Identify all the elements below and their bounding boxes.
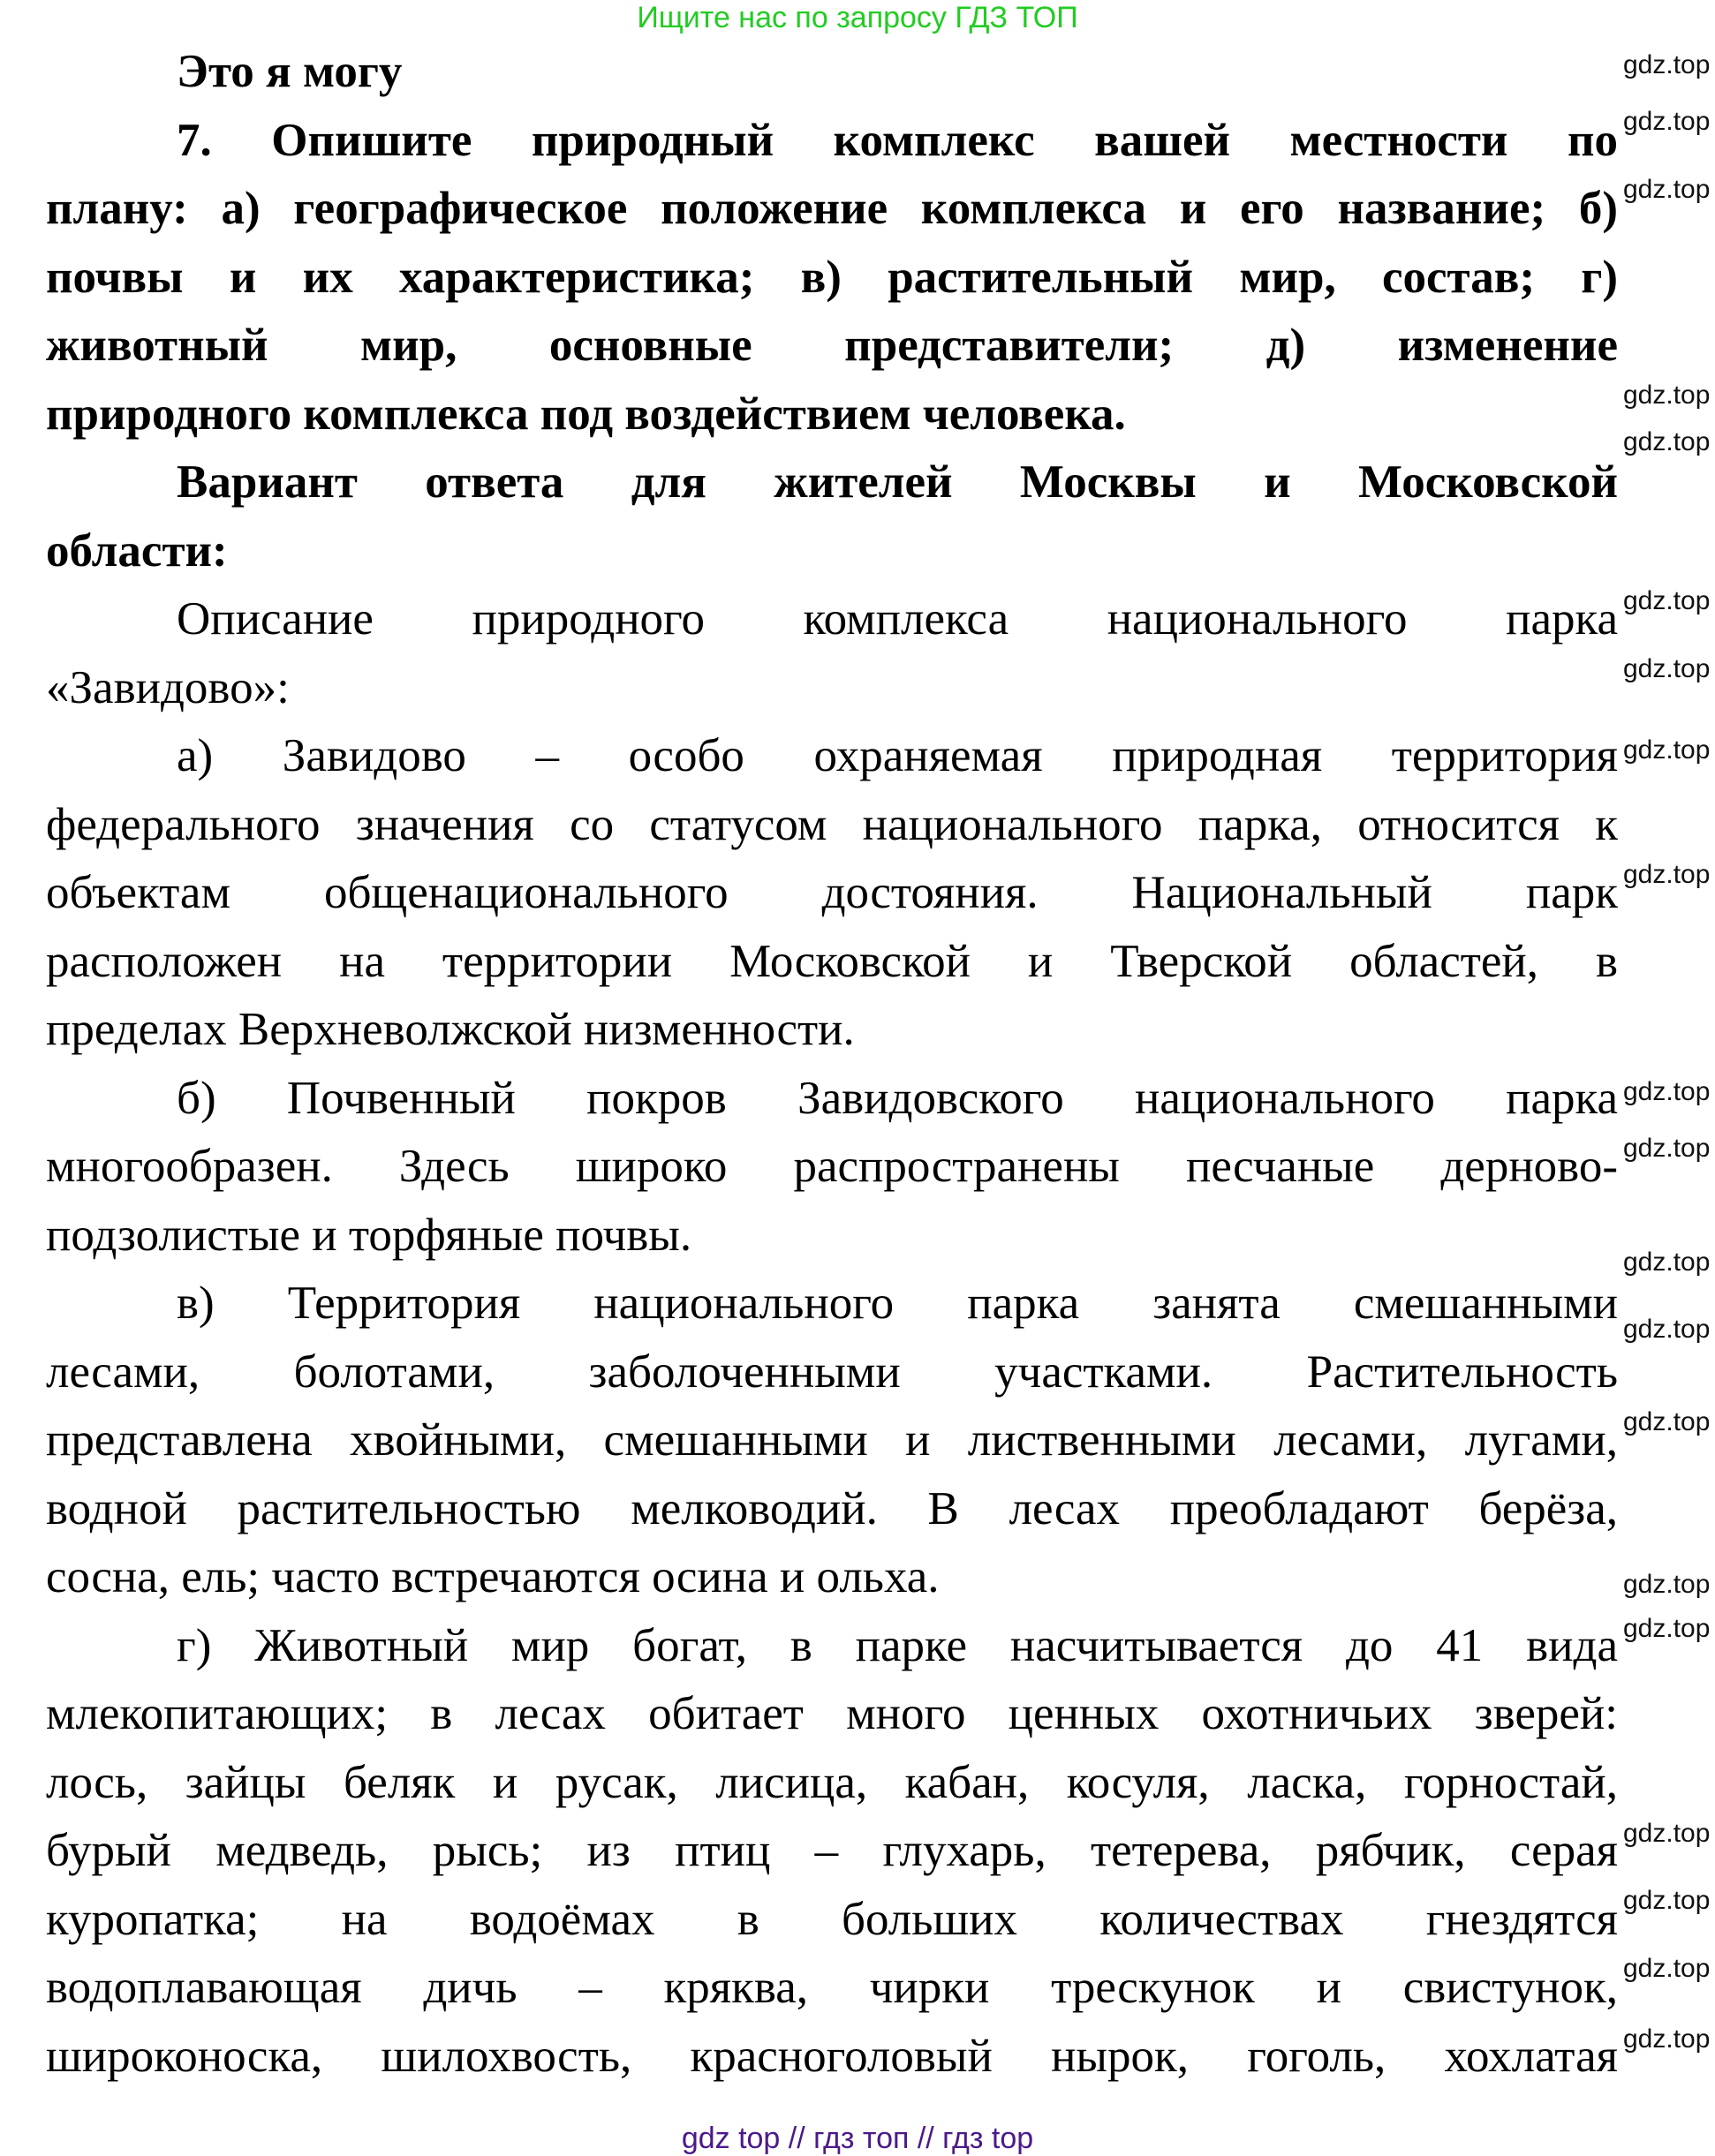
watermark: gdz.top bbox=[1623, 1570, 1711, 1599]
text-line: «Завидово»: bbox=[46, 661, 290, 713]
watermark: gdz.top bbox=[1623, 654, 1711, 683]
watermark: gdz.top bbox=[1623, 586, 1711, 615]
watermark: gdz.top bbox=[1623, 1954, 1711, 1983]
text-line: куропатка; на водоёмах в больших количествах гнездятся bbox=[46, 1893, 1618, 1945]
watermark: gdz.top bbox=[1623, 2024, 1711, 2054]
text-line: Это я могу bbox=[177, 46, 403, 97]
watermark: gdz.top bbox=[1623, 1134, 1711, 1163]
text-line: г) Животный мир богат, в парке насчитывается до 41 вида bbox=[177, 1619, 1618, 1671]
watermark: gdz.top bbox=[1623, 1315, 1711, 1344]
watermark: gdz.top bbox=[1623, 1248, 1711, 1277]
watermark: gdz.top bbox=[1623, 50, 1711, 79]
text-line: природного комплекса под воздействием человека. bbox=[46, 388, 1126, 440]
text-line: подзолистые и торфяные почвы. bbox=[46, 1209, 692, 1261]
footer-banner: gdz top // гдз топ // гдз top bbox=[681, 2122, 1034, 2155]
text-line: Вариант ответа для жителей Москвы и Московской bbox=[177, 456, 1618, 508]
text-line: лось, зайцы беляк и русак, лисица, кабан, косуля, ласка, горностай, bbox=[46, 1756, 1618, 1808]
search-banner: Ищите нас по запросу ГДЗ ТОП bbox=[637, 1, 1078, 34]
text-line: а) Завидово – особо охраняемая природная территория bbox=[177, 730, 1618, 781]
watermark: gdz.top bbox=[1623, 1407, 1711, 1436]
text-line: Описание природного комплекса национального парка bbox=[177, 593, 1618, 645]
text-line: сосна, ель; часто встречаются осина и ольха. bbox=[46, 1551, 940, 1602]
watermark: gdz.top bbox=[1623, 107, 1711, 136]
text-line: 7. Опишите природный комплекс вашей местности по bbox=[177, 114, 1618, 166]
text-line: в) Территория национального парка занята смешанными bbox=[177, 1278, 1618, 1329]
text-line: б) Почвенный покров Завидовского национального парка bbox=[177, 1072, 1618, 1124]
text-line: плану: а) географическое положение комплекса и его название; б) bbox=[46, 183, 1618, 234]
text-line: расположен на территории Московской и Тверской областей, в bbox=[46, 935, 1618, 987]
text-line: федерального значения со статусом национального парка, относится к bbox=[46, 798, 1618, 850]
text-line: водной растительностью мелководий. В лесах преобладают берёза, bbox=[46, 1482, 1618, 1534]
text-line: бурый медведь, рысь; из птиц – глухарь, тетерева, рябчик, серая bbox=[46, 1825, 1618, 1876]
text-line: пределах Верхневолжской низменности. bbox=[46, 1004, 855, 1055]
watermark: gdz.top bbox=[1623, 1077, 1711, 1106]
watermark: gdz.top bbox=[1623, 1614, 1711, 1643]
watermark: gdz.top bbox=[1623, 175, 1711, 204]
text-line: водоплавающая дичь – кряква, чирки трескунок и свистунок, bbox=[46, 1962, 1618, 2013]
text-line: многообразен. Здесь широко распространены песчаные дерново- bbox=[46, 1141, 1618, 1192]
text-line: лесами, болотами, заболоченными участками. Растительность bbox=[46, 1346, 1618, 1398]
text-line: млекопитающих; в лесах обитает много ценных охотничьих зверей: bbox=[46, 1688, 1618, 1739]
text-line: представлена хвойными, смешанными и лиственными лесами, лугами, bbox=[46, 1414, 1618, 1466]
watermark: gdz.top bbox=[1623, 1819, 1711, 1848]
text-line: широконоска, шилохвость, красноголовый нырок, гоголь, хохлатая bbox=[46, 2030, 1618, 2082]
text-line: области: bbox=[46, 524, 228, 577]
watermark: gdz.top bbox=[1623, 860, 1711, 889]
document-body bbox=[46, 38, 1618, 2091]
watermark: gdz.top bbox=[1623, 427, 1711, 456]
text-line: почвы и их характеристика; в) растительный мир, состав; г) bbox=[46, 251, 1618, 303]
watermark: gdz.top bbox=[1623, 1886, 1711, 1915]
text-line: объектам общенационального достояния. Национальный парк bbox=[46, 867, 1618, 918]
text-line: животный мир, основные представители; д) изменение bbox=[46, 320, 1618, 371]
watermark: gdz.top bbox=[1623, 381, 1711, 410]
watermark: gdz.top bbox=[1623, 735, 1711, 765]
